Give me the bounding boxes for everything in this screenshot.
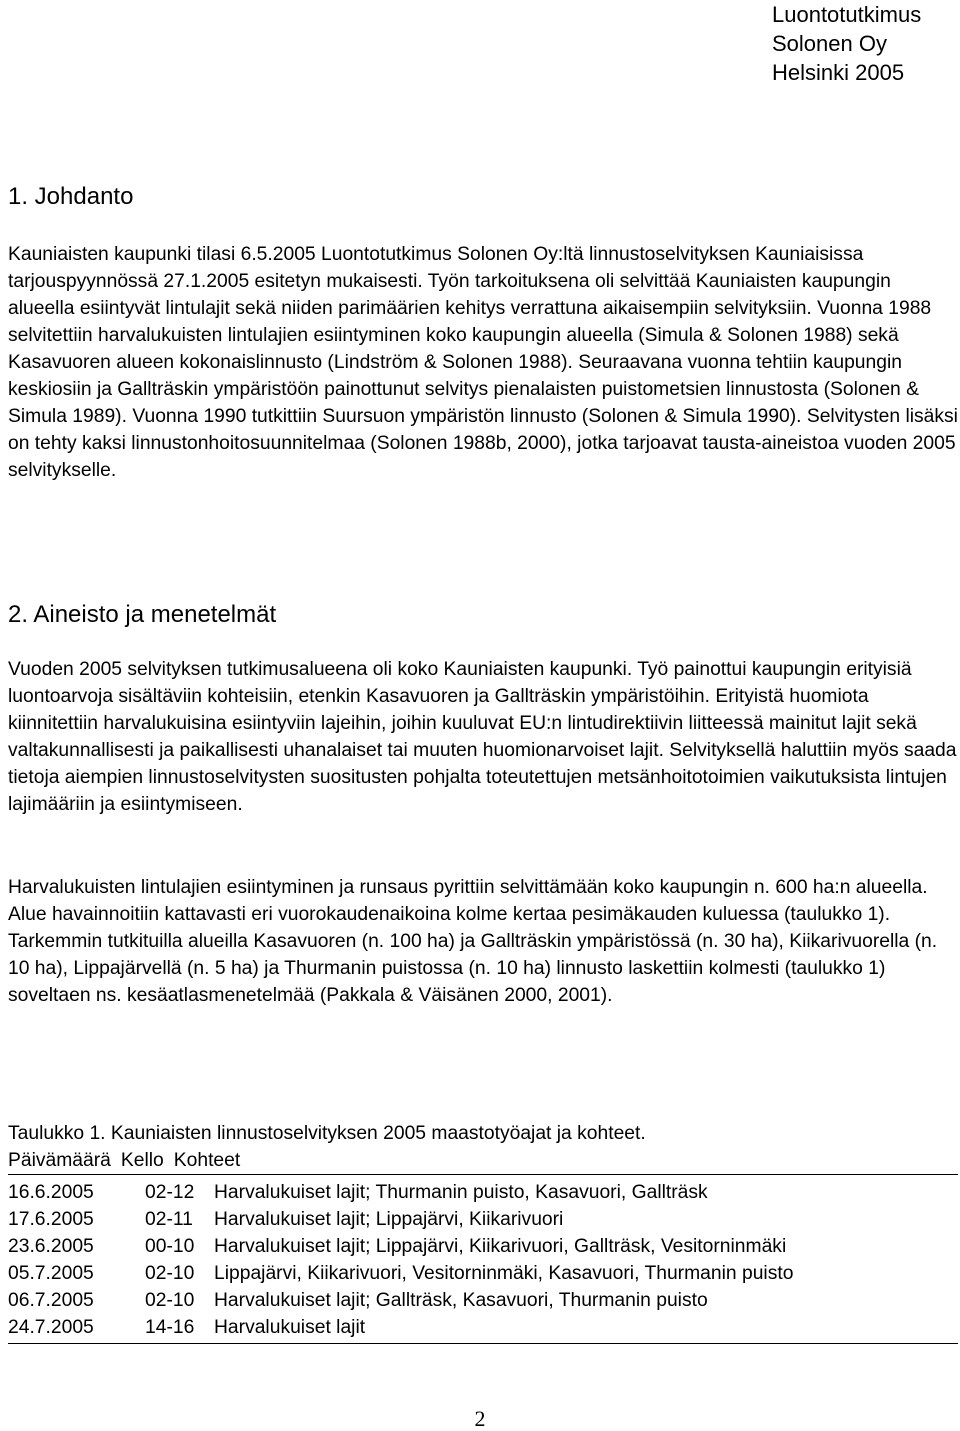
fieldwork-table (8, 1120, 958, 1344)
header-company: Solonen Oy (772, 31, 887, 56)
methods-paragraph-2: Harvalukuisten lintulajien esiintyminen ja runsaus pyrittiin selvittämään koko kaupungin n. 600 ha:n alueella. Alue havainnoitiin kattavasti eri vuorokaudenaikoina kolme kertaa pesimäkauden kuluessa (taulukko 1). Tarkemmin tutkituilla alueilla Kasavuoren (n. 100 ha) ja Gallträskin ympäristössä (n. 30 ha), Kiikarivuorella (n. 10 ha), Lippajärvellä (n. 5 ha) ja Thurmanin puistossa (n. 10 ha) linnusto laskettiin kolmesti (taulukko 1) soveltaen ns. kesäatlasmenetelmää (Pakkala & Väisänen 2000, 2001). (8, 877, 938, 1006)
table-row (8, 1287, 958, 1314)
table-body (8, 1174, 958, 1344)
cell-date: 16.6.2005 (8, 1182, 94, 1203)
introduction-paragraph: Kauniaisten kaupunki tilasi 6.5.2005 Luontotutkimus Solonen Oy:ltä linnustoselvityksen Kauniaisissa tarjouspyynnössä 27.1.2005 esitetyn mukaisesti. Työn tarkoituksena oli selvittää Kauniaisten kaupungin alueella esiintyvät lintulajit sekä niiden parimäärien kehitys verrattuna aikaisempiin selvityksiin. Vuonna 1988 selvitettiin harvalukuisten lintulajien esiintyminen koko kaupungin alueella (Simula & Solonen 1988) sekä Kasavuoren alueen kokonaislinnusto (Lindström & Solonen 1988). Seuraavana vuonna tehtiin kaupungin keskiosiin ja Gallträskin ympäristöön painottunut selvitys pienalaisten puistometsien linnustosta (Solonen & Simula 1989). Vuonna 1990 tutkittiin Suursuon ympäristön linnusto (Solonen & Simula 1990). Selvitysten lisäksi on tehty kaksi linnustonhoitosuunnitelmaa (Solonen 1988b, 2000), jotka tarjoavat tausta-aineistoa vuoden 2005 selvitykselle. (8, 244, 958, 481)
table-row (8, 1314, 958, 1341)
cell-date: 17.6.2005 (8, 1209, 94, 1230)
cell-date: 24.7.2005 (8, 1317, 94, 1338)
header-place-year: Helsinki 2005 (772, 60, 905, 85)
methods-paragraph-1: Vuoden 2005 selvityksen tutkimusalueena oli koko Kauniaisten kaupunki. Työ painottui kaupungin erityisiä luontoarvoja sisältäviin kohteisiin, etenkin Kasavuoren ja Gallträskin ympäristöihin. Erityistä huomiota kiinnitettiin harvalukuisina esiintyviin lajeihin, joihin kuuluvat EU:n lintudirektiivin liitteessä mainitut lajit sekä valtakunnallisesti ja paikallisesti uhanalaiset tai muuten huomionarvoiset lajit. Selvityksellä haluttiin myös saada tietoja aiempien linnustoselvitysten suositusten pohjalta toteutettujen metsänhoitotoimien vaikutuksista lintujen lajimääriin ja esiintymiseen. (8, 659, 957, 815)
table-header-row (8, 1147, 958, 1174)
table-row (8, 1233, 958, 1260)
page-number: 2 (474, 1406, 486, 1431)
cell-sites: Lippajärvi, Kiikarivuori, Vesitorninmäki, Kasavuori, Thurmanin puisto (214, 1263, 794, 1284)
cell-sites: Harvalukuiset lajit; Lippajärvi, Kiikarivuori (214, 1209, 564, 1230)
page-header (772, 0, 952, 87)
section-heading-introduction: 1. Johdanto (8, 183, 134, 210)
cell-sites: Harvalukuiset lajit (214, 1317, 366, 1338)
table-row (8, 1260, 958, 1287)
header-time: Kello (120, 1150, 164, 1171)
header-organization: Luontotutkimus (772, 2, 922, 27)
cell-date: 23.6.2005 (8, 1236, 94, 1257)
table-caption: Taulukko 1. Kauniaisten linnustoselvityksen 2005 maastotyöajat ja kohteet. (8, 1123, 646, 1144)
cell-time: 02-12 (145, 1182, 195, 1203)
header-date: Päivämäärä (8, 1150, 111, 1171)
cell-sites: Harvalukuiset lajit; Gallträsk, Kasavuori, Thurmanin puisto (214, 1290, 708, 1311)
cell-time: 02-10 (145, 1263, 195, 1284)
cell-sites: Harvalukuiset lajit; Lippajärvi, Kiikarivuori, Gallträsk, Vesitorninmäki (214, 1236, 787, 1257)
header-sites: Kohteet (173, 1150, 241, 1171)
cell-date: 06.7.2005 (8, 1290, 94, 1311)
table-row (8, 1179, 958, 1206)
table-row (8, 1206, 958, 1233)
cell-time: 00-10 (145, 1236, 195, 1257)
cell-time: 02-10 (145, 1290, 195, 1311)
section-heading-materials-methods: 2. Aineisto ja menetelmät (8, 601, 277, 628)
cell-sites: Harvalukuiset lajit; Thurmanin puisto, Kasavuori, Gallträsk (214, 1182, 708, 1203)
cell-time: 02-11 (145, 1209, 193, 1230)
cell-time: 14-16 (145, 1317, 195, 1338)
cell-date: 05.7.2005 (8, 1263, 94, 1284)
